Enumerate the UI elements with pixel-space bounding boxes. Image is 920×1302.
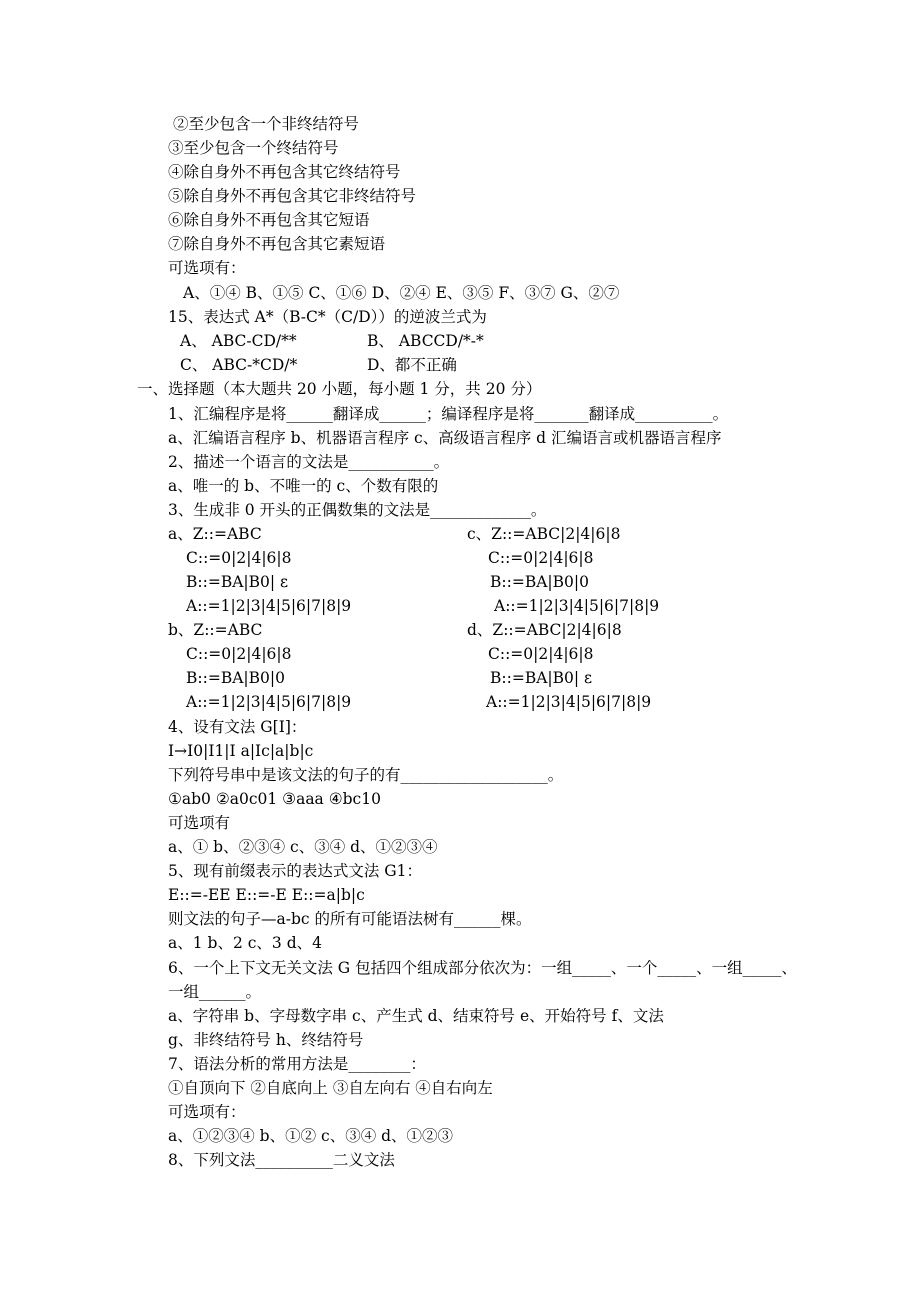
q3-option-a-line1: a、Z::=ABC — [168, 525, 262, 543]
q3-option-d-line1: d、Z::=ABC|2|4|6|8 — [467, 621, 622, 639]
q4-grammar: I→I0|I1|I a|Ic|a|b|c — [168, 742, 314, 760]
q3-option-b-line4: A::=1|2|3|4|5|6|7|8|9 — [186, 693, 352, 711]
q4-prompt: 下列符号串中是该文法的句子的有___________________。 — [168, 766, 564, 784]
q3-option-a-line2: C::=0|2|4|6|8 — [186, 549, 292, 567]
question-4: 4、设有文法 G[I]： — [168, 718, 307, 736]
q3-option-b-line1: b、Z::=ABC — [168, 621, 263, 639]
q3-option-c-line2: C::=0|2|4|6|8 — [488, 549, 594, 567]
question-2: 2、描述一个语言的文法是___________。 — [168, 453, 450, 471]
q7-choices-label: 可选项有： — [168, 1103, 246, 1121]
q5-options: a、1 b、2 c、3 d、4 — [168, 934, 322, 952]
question-3: 3、生成非 0 开头的正偶数集的文法是_____________。 — [168, 501, 547, 519]
choices-line: A、①④ B、①⑤ C、①⑥ D、②④ E、③⑤ F、③⑦ G、②⑦ — [183, 284, 620, 302]
question-6-cont: 一组______。 — [168, 983, 262, 1001]
question-5: 5、现有前缀表示的表达式文法 G1： — [168, 862, 423, 880]
q3-option-c-line4: A::=1|2|3|4|5|6|7|8|9 — [494, 597, 660, 615]
q15-option-a: A、 ABC-CD/** — [180, 332, 297, 350]
q15-option-b: B、 ABCCD/*-* — [367, 332, 484, 350]
q15-option-d: D、都不正确 — [367, 356, 457, 374]
option-item-4: ④除自身外不再包含其它终结符号 — [168, 163, 401, 181]
question-8: 8、下列文法__________二义文法 — [168, 1151, 395, 1169]
q6-options-line1: a、字符串 b、字母数字串 c、产生式 d、结束符号 e、开始符号 f、文法 — [168, 1007, 664, 1025]
question-1: 1、汇编程序是将______翻译成______；编译程序是将_______翻译成__________。 — [168, 405, 729, 423]
q3-option-c-line1: c、Z::=ABC|2|4|6|8 — [467, 525, 621, 543]
q3-option-a-line3: B::=BA|B0| ε — [186, 573, 289, 591]
q3-option-b-line2: C::=0|2|4|6|8 — [186, 645, 292, 663]
q5-grammar: E::=-EE E::=-E E::=a|b|c — [168, 886, 365, 904]
q3-option-d-line2: C::=0|2|4|6|8 — [488, 645, 594, 663]
q4-strings: ①ab0 ②a0c01 ③aaa ④bc10 — [168, 790, 381, 808]
option-item-2: ②至少包含一个非终结符号 — [173, 115, 360, 133]
option-item-3: ③至少包含一个终结符号 — [168, 139, 339, 157]
q7-methods: ①自顶向下 ②自底向上 ③自左向右 ④自右向左 — [168, 1079, 493, 1097]
q15-option-c: C、 ABC-*CD/* — [180, 356, 298, 374]
q5-prompt: 则文法的句子—a-bc 的所有可能语法树有______棵。 — [168, 910, 532, 928]
option-item-5: ⑤除自身外不再包含其它非终结符号 — [168, 187, 417, 205]
question-15: 15、表达式 A*（B-C*（C/D））的逆波兰式为 — [168, 308, 487, 326]
q1-options: a、汇编语言程序 b、机器语言程序 c、高级语言程序 d 汇编语言或机器语言程序 — [168, 429, 722, 447]
section-heading: 一、选择题（本大题共 20 小题，每小题 1 分，共 20 分） — [137, 380, 542, 398]
q3-option-b-line3: B::=BA|B0|0 — [186, 669, 285, 687]
q4-choices-label: 可选项有 — [168, 814, 231, 832]
q7-choices: a、①②③④ b、①② c、③④ d、①②③ — [168, 1127, 454, 1145]
q6-options-line2: g、非终结符号 h、终结符号 — [168, 1031, 364, 1049]
choices-label: 可选项有： — [168, 259, 246, 277]
q3-option-c-line3: B::=BA|B0|0 — [490, 573, 589, 591]
question-7: 7、语法分析的常用方法是________： — [168, 1055, 426, 1073]
option-item-6: ⑥除自身外不再包含其它短语 — [168, 211, 370, 229]
option-item-7: ⑦除自身外不再包含其它素短语 — [168, 235, 386, 253]
q3-option-a-line4: A::=1|2|3|4|5|6|7|8|9 — [186, 597, 352, 615]
q3-option-d-line3: B::=BA|B0| ε — [490, 669, 593, 687]
q2-options: a、唯一的 b、不唯一的 c、个数有限的 — [168, 477, 439, 495]
q4-choices: a、① b、②③④ c、③④ d、①②③④ — [168, 838, 438, 856]
q3-option-d-line4: A::=1|2|3|4|5|6|7|8|9 — [486, 693, 652, 711]
question-6: 6、一个上下文无关文法 G 包括四个组成部分依次为：一组_____、一个_____、一组_____、 — [168, 959, 797, 977]
